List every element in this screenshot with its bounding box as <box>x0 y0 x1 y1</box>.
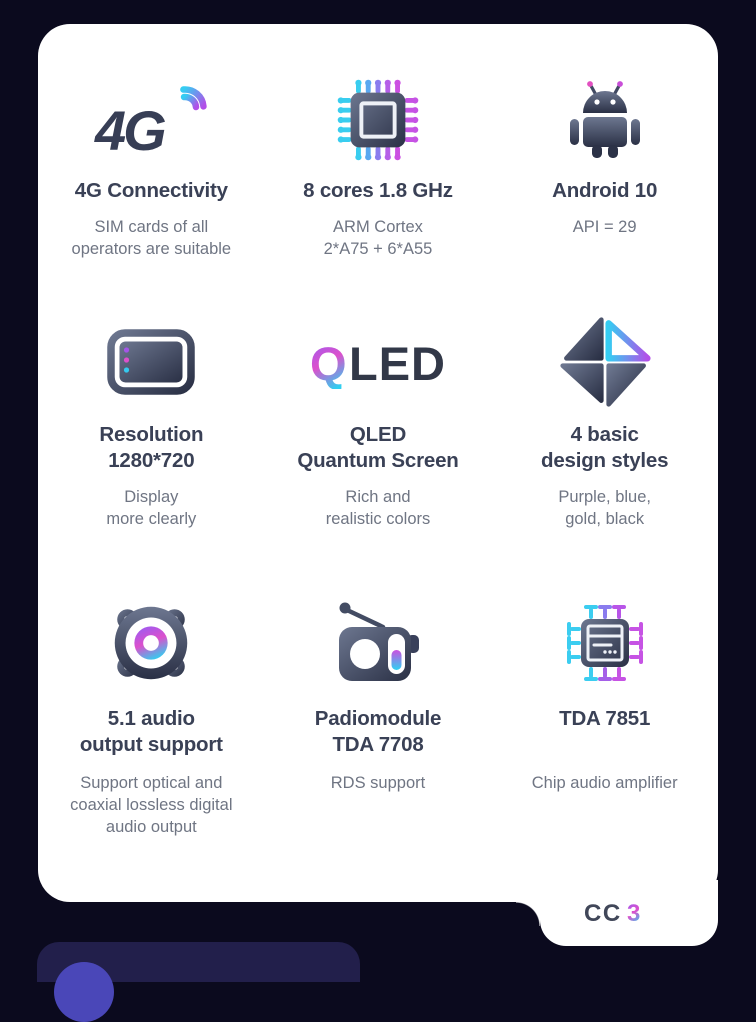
feature-title <box>559 706 650 762</box>
subtitle-line: more clearly <box>106 510 197 528</box>
subtitle-line: audio output <box>105 818 197 836</box>
radio-icon <box>333 598 423 688</box>
feature-subtitle <box>573 216 637 238</box>
feature-subtitle <box>326 486 431 530</box>
cc3-logo <box>583 899 675 927</box>
subtitle-line: Rich and <box>345 488 411 506</box>
android-robot-icon <box>565 80 645 160</box>
4g-signal-icon-svg <box>87 80 215 160</box>
feature-cell-qled <box>297 320 458 598</box>
title-line: TDA 7708 <box>332 733 424 756</box>
subtitle-line: Chip audio amplifier <box>531 774 678 792</box>
tab-inner-curve <box>516 902 540 926</box>
display-screen-icon <box>107 320 195 404</box>
feature-title <box>75 178 228 206</box>
design-styles-icon-svg <box>559 316 651 408</box>
display-screen-icon-svg <box>107 329 195 395</box>
subtitle-line: 2*A75 + 6*A55 <box>323 240 433 258</box>
feature-cell-radiomodule <box>315 598 442 838</box>
subtitle-line: SIM cards of all <box>94 218 209 236</box>
feature-title <box>99 422 203 476</box>
title-line: Padiomodule <box>314 707 442 730</box>
subtitle-line: realistic colors <box>325 510 431 528</box>
chip-pins-top <box>584 605 626 619</box>
title-line: TDA 7851 <box>559 707 651 730</box>
speaker-icon-svg <box>104 596 198 690</box>
feature-cell-4g-connectivity <box>72 80 232 320</box>
4g-icon-text: 4G <box>95 99 165 160</box>
feature-title <box>552 178 657 206</box>
subtitle-line: API = 29 <box>572 218 637 236</box>
android-body <box>583 117 627 147</box>
feature-cell-design-styles <box>541 320 668 598</box>
subtitle-line: ARM Cortex <box>333 218 423 236</box>
feature-cell-audio-output <box>70 598 232 838</box>
subtitle-line: Purple, blue, <box>558 488 651 506</box>
android-leg-right <box>608 145 618 158</box>
triangle-bottom-right <box>608 366 643 405</box>
feature-title <box>303 178 453 206</box>
feature-title <box>297 422 458 476</box>
title-line: 8 cores 1.8 GHz <box>303 179 453 202</box>
title-line: 4G Connectivity <box>74 179 228 202</box>
title-line: output support <box>79 733 223 756</box>
subtitle-line: coaxial lossless digital <box>70 796 233 814</box>
android-leg-left <box>592 145 602 158</box>
title-line: Android 10 <box>552 179 658 202</box>
title-line: Quantum Screen <box>297 449 459 472</box>
radio-icon-svg <box>333 599 423 687</box>
subtitle-line: Display <box>124 488 179 506</box>
android-robot-icon-svg <box>565 81 645 159</box>
feature-title <box>80 706 223 762</box>
triangle-top-left <box>566 320 601 359</box>
cc3-logo-three: 3 <box>627 900 641 927</box>
chip-pins-bottom <box>584 667 626 681</box>
audio-amplifier-chip-icon-svg <box>557 595 653 691</box>
android-arm-right <box>631 119 640 145</box>
subtitle-line: operators are suitable <box>71 240 232 258</box>
feature-cell-tda-7851 <box>532 598 678 838</box>
radio-antenna-tip <box>339 603 350 614</box>
feature-subtitle <box>106 486 196 530</box>
qled-logo-icon <box>308 320 448 404</box>
title-line: Resolution <box>99 423 204 446</box>
cpu-chip-icon-svg <box>334 76 422 164</box>
radio-slider-bar <box>391 650 401 670</box>
feature-subtitle <box>324 216 433 260</box>
design-styles-icon <box>559 320 651 404</box>
cpu-chip-icon <box>334 80 422 160</box>
feature-grid <box>38 24 718 838</box>
android-head <box>583 91 627 113</box>
feature-subtitle <box>558 486 651 530</box>
feature-subtitle <box>70 772 232 838</box>
feature-title <box>315 706 442 762</box>
audio-amplifier-chip-icon <box>557 598 653 688</box>
screen-panel <box>120 342 183 383</box>
feature-subtitle <box>532 772 678 794</box>
cpu-pins-right <box>404 97 418 142</box>
4g-signal-icon <box>87 80 215 160</box>
next-card-circle-decoration <box>54 962 114 1022</box>
chip-pins-left <box>567 622 581 664</box>
title-line: design styles <box>541 449 669 472</box>
feature-subtitle <box>331 772 425 794</box>
feature-cell-resolution <box>99 320 203 598</box>
feature-cell-8-cores <box>303 80 453 320</box>
cpu-body <box>351 93 406 148</box>
cc3-logo-cc: CC <box>584 900 622 927</box>
feature-title <box>541 422 668 476</box>
feature-subtitle <box>72 216 232 260</box>
qled-logo-q: Q <box>309 337 347 389</box>
qled-logo-led: LED <box>348 337 446 389</box>
signal-waves <box>180 85 207 110</box>
chip-pins-right <box>629 622 643 664</box>
subtitle-line: Support optical and <box>80 774 223 792</box>
cpu-pins-left <box>338 97 352 142</box>
title-line: 4 basic <box>570 423 639 446</box>
title-line: 5.1 audio <box>107 707 195 730</box>
radio-speaker <box>350 639 380 669</box>
title-line: QLED <box>349 423 407 446</box>
subtitle-line: gold, black <box>565 510 645 528</box>
triangle-top-right-gradient <box>608 323 647 358</box>
subtitle-line: RDS support <box>330 774 426 792</box>
feature-cell-android-10 <box>552 80 657 320</box>
qled-logo-icon-svg <box>308 335 448 389</box>
triangle-bottom-left <box>562 366 601 401</box>
cpu-pins-bottom <box>355 146 400 160</box>
brand-tab <box>540 880 718 946</box>
speaker-icon <box>104 598 198 688</box>
radio-antenna <box>347 610 383 627</box>
android-arm-left <box>570 119 579 145</box>
title-line: 1280*720 <box>108 449 195 472</box>
cpu-pins-top <box>355 80 400 94</box>
